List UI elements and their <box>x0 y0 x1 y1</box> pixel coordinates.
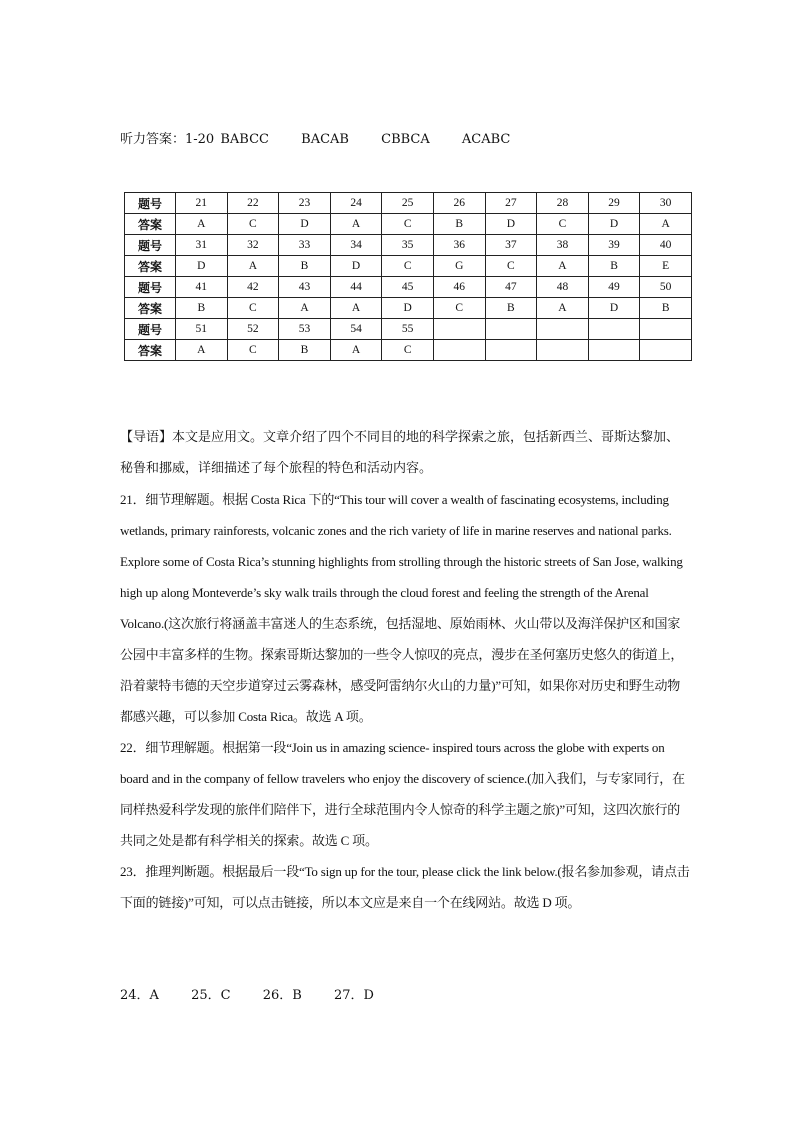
answer-cell: D <box>485 214 537 235</box>
answer-cell: D <box>588 214 640 235</box>
question-number-cell: 39 <box>588 235 640 256</box>
answer-cell: B <box>433 214 485 235</box>
answer-row <box>125 256 692 277</box>
question-number-row <box>125 193 692 214</box>
answer-cell: B <box>279 340 331 361</box>
answer-cell <box>588 340 640 361</box>
question-number-cell: 22 <box>227 193 279 214</box>
answer-cell: A <box>537 256 589 277</box>
question-number-cell: 35 <box>382 235 434 256</box>
answer-cell: D <box>279 214 331 235</box>
answer-cell: C <box>227 298 279 319</box>
answer-row <box>125 214 692 235</box>
header-label-cell: 题号 <box>125 277 176 298</box>
question-number-cell: 24 <box>330 193 382 214</box>
answer-cell: C <box>537 214 589 235</box>
answer-cell: C <box>382 214 434 235</box>
answer-cell: D <box>330 256 382 277</box>
question-number-cell: 48 <box>537 277 589 298</box>
question-number-cell: 50 <box>640 277 692 298</box>
question-23-explanation: 23．推理判断题。根据最后一段“To sign up for the tour, please click the link below.(报名参加参观，请点击下面的链接)”可知，可以点击链接，所以本文应是来自一个在线网站。故选 D 项。 <box>120 864 690 910</box>
answer-label-cell: 答案 <box>125 340 176 361</box>
answer-cell <box>537 340 589 361</box>
answer-cell: A <box>330 298 382 319</box>
question-number-cell: 23 <box>279 193 331 214</box>
answer-cell: A <box>227 256 279 277</box>
answer-cell: B <box>176 298 228 319</box>
answer-cell: B <box>279 256 331 277</box>
answer-cell: C <box>485 256 537 277</box>
question-number-cell: 36 <box>433 235 485 256</box>
question-number-cell: 25 <box>382 193 434 214</box>
question-number-cell: 33 <box>279 235 331 256</box>
question-number-cell: 51 <box>176 319 228 340</box>
header-label-cell: 题号 <box>125 193 176 214</box>
explanation-section <box>120 422 690 918</box>
question-number-cell <box>640 319 692 340</box>
header-label-cell: 题号 <box>125 235 176 256</box>
question-number-cell: 53 <box>279 319 331 340</box>
question-number-cell: 55 <box>382 319 434 340</box>
question-number-row <box>125 319 692 340</box>
question-21-explanation: 21．细节理解题。根据 Costa Rica 下的“This tour will cover a wealth of fascinating ecosystems, including wetlands, primary rainforests, volcanic zones and the rich variety of life in marine reserves and national parks. Explore some of Costa Rica’s stunning highlights from strolling through the historic streets of San Jose, walking high up along Monteverde’s sky walk trails through the cloud forest and feeling the strength of the Arenal Volcano.(这次旅行将涵盖丰富迷人的生态系统，包括湿地、原始雨林、火山带以及海洋保护区和国家公园中丰富多样的生物。探索哥斯达黎加的一些令人惊叹的亮点，漫步在圣何塞历史悠久的街道上，沿着蒙特韦德的天空步道穿过云雾森林，感受阿雷纳尔火山的力量)”可知，如果你对历史和野生动物都感兴趣，可以参加 Costa Rica。故选 A 项。 <box>120 492 684 724</box>
question-number-cell: 41 <box>176 277 228 298</box>
question-number-cell: 34 <box>330 235 382 256</box>
answer-cell: A <box>330 214 382 235</box>
question-number-cell <box>537 319 589 340</box>
question-22-explanation: 22．细节理解题。根据第一段“Join us in amazing science- inspired tours across the globe with experts on board and in the company of fellow travelers who enjoy the discovery of science.(加入我们，与专家同行，在同样热爱科学发现的旅伴们陪伴下，进行全球范围内令人惊奇的科学主题之旅)”可知，这四次旅行的共同之处是都有科学相关的探索。故选 C 项。 <box>120 740 685 848</box>
answer-cell: A <box>640 214 692 235</box>
question-number-cell: 29 <box>588 193 640 214</box>
listening-answers <box>120 128 510 147</box>
question-number-cell: 49 <box>588 277 640 298</box>
answer-cell: A <box>330 340 382 361</box>
question-number-cell <box>588 319 640 340</box>
answer-cell: A <box>279 298 331 319</box>
question-number-cell: 28 <box>537 193 589 214</box>
answer-26: 26．B <box>262 988 302 1003</box>
answer-cell: C <box>382 256 434 277</box>
answer-table <box>124 192 692 361</box>
short-answers <box>120 984 402 1003</box>
answer-cell: E <box>640 256 692 277</box>
intro-paragraph: 【导语】本文是应用文。文章介绍了四个不同目的地的科学探索之旅，包括新西兰、哥斯达黎加、秘鲁和挪威，详细描述了每个旅程的特色和活动内容。 <box>120 430 680 476</box>
question-number-row <box>125 277 692 298</box>
question-number-cell: 21 <box>176 193 228 214</box>
answer-cell <box>433 340 485 361</box>
answer-label-cell: 答案 <box>125 214 176 235</box>
question-number-cell <box>433 319 485 340</box>
answer-cell: B <box>485 298 537 319</box>
answer-cell: B <box>640 298 692 319</box>
question-number-cell: 44 <box>330 277 382 298</box>
question-number-cell: 47 <box>485 277 537 298</box>
answer-cell: B <box>588 256 640 277</box>
question-number-cell: 31 <box>176 235 228 256</box>
answer-cell <box>640 340 692 361</box>
question-number-cell: 30 <box>640 193 692 214</box>
answer-cell: A <box>176 214 228 235</box>
listening-group-1: BABCC <box>220 132 269 147</box>
answer-cell <box>485 340 537 361</box>
header-label-cell: 题号 <box>125 319 176 340</box>
question-number-cell: 43 <box>279 277 331 298</box>
answer-25: 25．C <box>191 988 231 1003</box>
question-number-cell: 27 <box>485 193 537 214</box>
answer-row <box>125 340 692 361</box>
answer-cell: G <box>433 256 485 277</box>
answer-row <box>125 298 692 319</box>
answer-cell: D <box>382 298 434 319</box>
question-number-cell: 42 <box>227 277 279 298</box>
answer-label-cell: 答案 <box>125 256 176 277</box>
answer-cell: C <box>227 214 279 235</box>
answer-cell: C <box>227 340 279 361</box>
answer-27: 27．D <box>333 988 374 1003</box>
question-number-row <box>125 235 692 256</box>
listening-label: 听力答案：1-20 <box>120 132 215 147</box>
answer-cell: C <box>433 298 485 319</box>
question-number-cell: 52 <box>227 319 279 340</box>
answer-cell: D <box>176 256 228 277</box>
question-number-cell: 46 <box>433 277 485 298</box>
listening-group-3: CBBCA <box>381 132 430 147</box>
listening-group-2: BACAB <box>301 132 349 147</box>
answer-label-cell: 答案 <box>125 298 176 319</box>
listening-group-4: ACABC <box>461 132 511 147</box>
question-number-cell: 38 <box>537 235 589 256</box>
question-number-cell: 40 <box>640 235 692 256</box>
answer-cell: C <box>382 340 434 361</box>
question-number-cell: 26 <box>433 193 485 214</box>
question-number-cell: 37 <box>485 235 537 256</box>
question-number-cell <box>485 319 537 340</box>
answer-cell: A <box>537 298 589 319</box>
question-number-cell: 45 <box>382 277 434 298</box>
answer-24: 24．A <box>120 988 159 1003</box>
question-number-cell: 54 <box>330 319 382 340</box>
question-number-cell: 32 <box>227 235 279 256</box>
answer-cell: D <box>588 298 640 319</box>
answer-cell: A <box>176 340 228 361</box>
